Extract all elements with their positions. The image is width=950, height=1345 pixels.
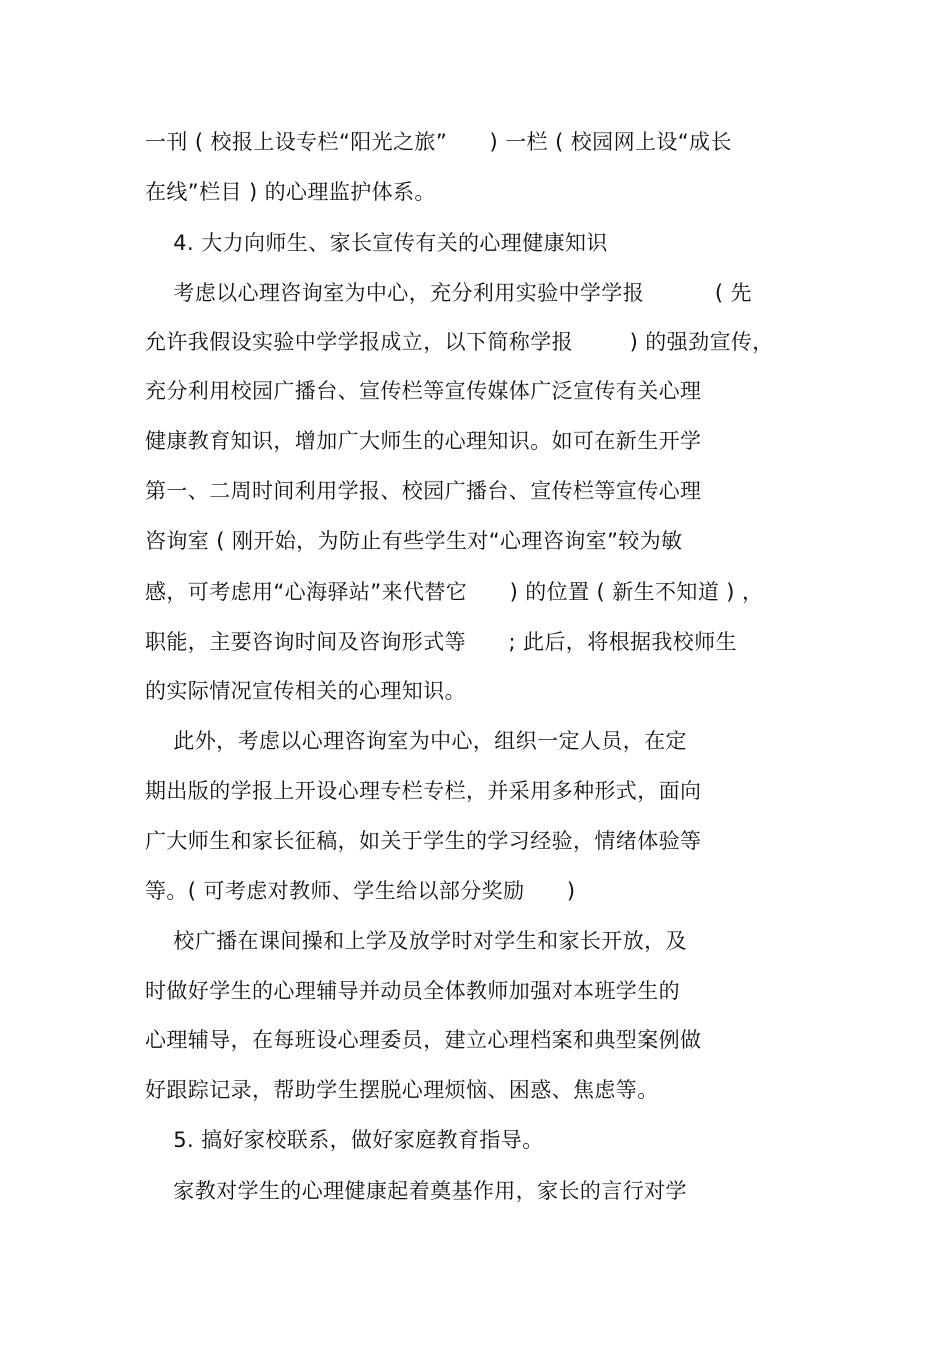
text-line: 的实际情况宣传相关的心理知识。 [145, 679, 466, 703]
text-line: 允许我假设实验中学学报成立，以下简称学报 ) 的强劲宣传， [145, 330, 774, 354]
text-line: 职能，主要咨询时间及咨询形式等 ; 此后，将根据我校师生 [145, 630, 737, 654]
text-line: 此外，考虑以心理咨询室为中心，组织一定人员，在定 [145, 729, 687, 753]
text-line: 时做好学生的心理辅导并动员全体教师加强对本班学生的 [145, 979, 680, 1003]
text-line: 第一、二周时间利用学报、校园广播台、宣传栏等宣传心理 [145, 479, 702, 503]
text-line: 家教对学生的心理健康起着奠基作用，家长的言行对学 [145, 1179, 687, 1203]
text-line: 校广播在课间操和上学及放学时对学生和家长开放，及 [145, 929, 687, 953]
text-line: 一刊 ( 校报上设专栏“阳光之旅” ) 一栏 ( 校园网上设“成长 [145, 130, 732, 154]
text-line: 等。( 可考虑对教师、学生给以部分奖励 ) [145, 879, 576, 903]
text-line: 咨询室 ( 刚开始，为防止有些学生对“心理咨询室”较为敏 [145, 529, 683, 553]
text-line: 期出版的学报上开设心理专栏专栏，并采用多种形式，面向 [145, 779, 702, 803]
text-line: 广大师生和家长征稿，如关于学生的学习经验，情绪体验等 [145, 829, 702, 853]
section-heading-4: 4. 大力向师生、家长宣传有关的心理健康知识 [145, 231, 608, 255]
text-line: 在线”栏目 ) 的心理监护体系。 [145, 180, 436, 204]
text-line: 好跟踪记录，帮助学生摆脱心理烦恼、困惑、焦虑等。 [145, 1078, 659, 1102]
section-heading-5: 5. 搞好家校联系，做好家庭教育指导。 [145, 1128, 544, 1152]
text-line: 感，可考虑用“心海驿站”来代替它 ) 的位置 ( 新生不知道 ) ， [145, 580, 764, 604]
text-line: 心理辅导，在每班设心理委员，建立心理档案和典型案例做 [145, 1028, 702, 1052]
text-line: 健康教育知识，增加广大师生的心理知识。如可在新生开学 [145, 429, 702, 453]
text-line: 考虑以心理咨询室为中心，充分利用实验中学学报 ( 先 [145, 281, 752, 305]
text-line: 充分利用校园广播台、宣传栏等宣传媒体广泛宣传有关心理 [145, 379, 702, 403]
